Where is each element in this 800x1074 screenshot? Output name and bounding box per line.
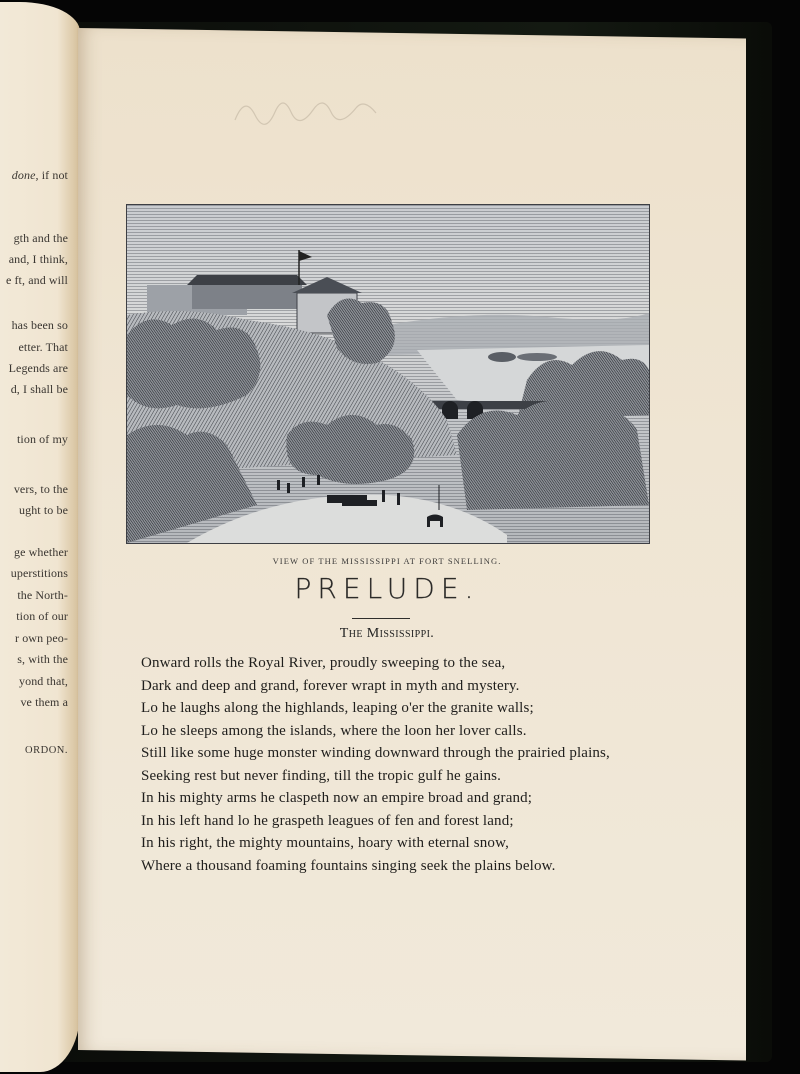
left-page-line: Legends are [8, 361, 68, 375]
poem-line: Lo he sleeps among the islands, where the loon her lover calls. [141, 722, 527, 739]
left-page-line: has been so [11, 318, 68, 332]
poem-line: Where a thousand foaming fountains singing seek the plains below. [141, 857, 556, 874]
right-page [78, 28, 746, 1060]
left-page-line: gth and the [13, 231, 68, 245]
poem-title: The Mississippi. [339, 626, 435, 641]
left-page-line: vers, to the [13, 482, 68, 496]
section-title: PRELUDE. [294, 572, 480, 605]
left-page-line: uperstitions [10, 566, 68, 580]
left-page-line: tion of our [16, 609, 68, 623]
left-page-line: s, with the [17, 652, 68, 666]
poem-body [141, 652, 641, 877]
engraving-icon [127, 205, 649, 543]
poem-line: Still like some huge monster winding downward through the prairied plains, [141, 745, 610, 761]
illustration-caption: VIEW OF THE MISSISSIPPI AT FORT SNELLING. [272, 556, 502, 566]
left-page-line: and, I think, [8, 252, 68, 266]
left-page-line: ORDON. [25, 745, 68, 756]
left-page-line: ge whether [14, 545, 68, 559]
left-page-line: r own peo- [15, 631, 68, 645]
left-page-line: the North- [17, 588, 68, 602]
left-page [0, 2, 80, 1072]
poem-line: In his mighty arms he claspeth now an empire broad and grand; [141, 790, 533, 806]
left-page-line: yond that, [19, 674, 68, 688]
left-page-line: tion of my [17, 432, 68, 446]
illustration-fort-snelling [126, 204, 650, 544]
left-page-line: ve them a [20, 695, 68, 709]
title-divider [352, 618, 410, 619]
poem-line: Lo he laughs along the highlands, leaping o'er the granite walls; [141, 700, 534, 716]
poem-line: Seeking rest but never finding, till the tropic gulf he gains. [141, 767, 502, 784]
left-page-line: etter. That [18, 340, 68, 354]
left-page-line: e ft, and will [5, 273, 68, 287]
poem-line: Dark and deep and grand, forever wrapt in myth and mystery. [141, 677, 520, 694]
poem-line: In his left hand lo he graspeth leagues of fen and forest land; [141, 812, 514, 829]
pencil-inscription [230, 90, 410, 130]
poem-line: In his right, the mighty mountains, hoary with eternal snow, [141, 835, 509, 851]
left-page-line: done, if not [11, 168, 68, 182]
poem-line: Onward rolls the Royal River, proudly sweeping to the sea, [141, 655, 506, 671]
left-page-line: ught to be [19, 503, 68, 517]
left-page-line: d, I shall be [10, 382, 68, 396]
